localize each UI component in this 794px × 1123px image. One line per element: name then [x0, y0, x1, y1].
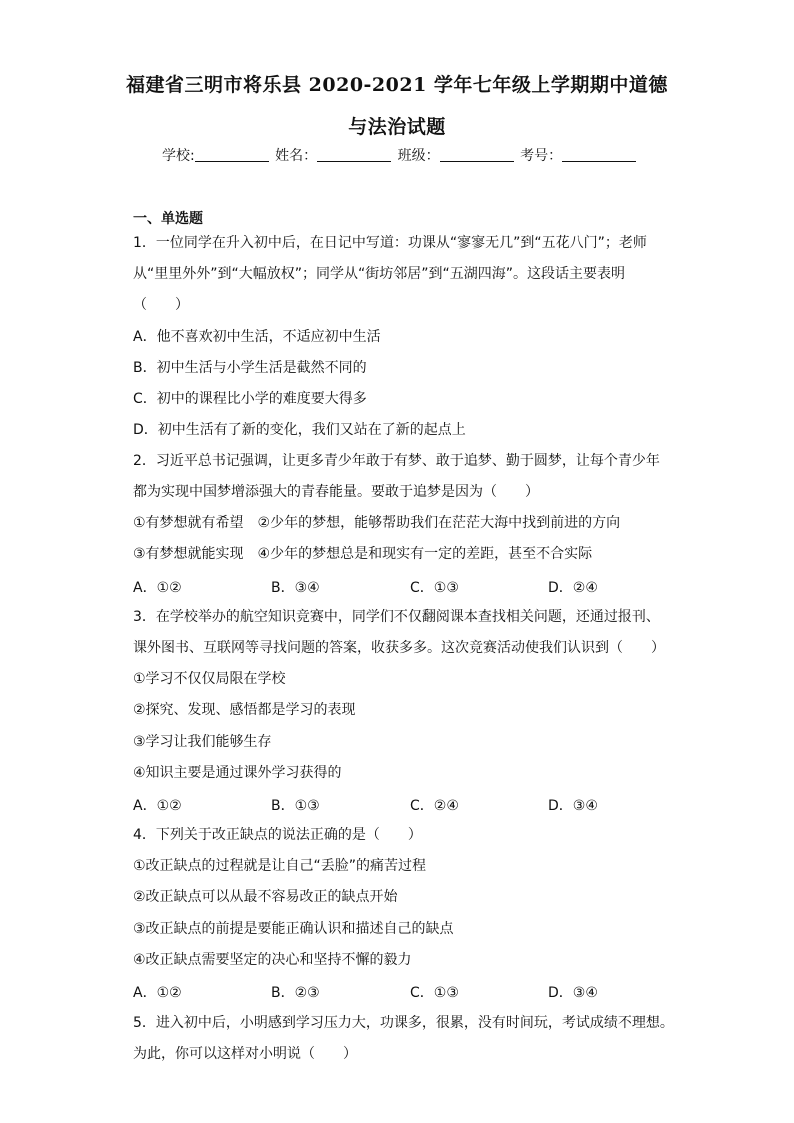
q3-option-b: B．①③ — [271, 798, 320, 814]
student-info-row — [162, 145, 638, 165]
school-blank[interactable] — [195, 147, 269, 162]
q5-stem-line1: 5．进入初中后，小明感到学习压力大，功课多，很累，没有时间玩，考试成绩不理想。 — [133, 1015, 674, 1031]
q4-statement-4: ④改正缺点需要坚定的决心和坚持不懈的毅力 — [133, 952, 412, 968]
q2-option-d: D．②④ — [548, 580, 598, 596]
q4-option-a: A．①② — [133, 985, 182, 1001]
q4-statement-3: ③改正缺点的前提是要能正确认识和描述自己的缺点 — [133, 921, 454, 937]
q3-option-c: C．②④ — [410, 798, 459, 814]
q1-option-c: C．初中的课程比小学的难度要大得多 — [133, 391, 367, 407]
q2-option-c: C．①③ — [410, 580, 459, 596]
exam-title-line1: 福建省三明市将乐县 2020-2021 学年七年级上学期期中道德 — [126, 74, 668, 96]
q1-stem-line1: 1．一位同学在升入初中后，在日记中写道：功课从“寥寥无几”到“五花八门”；老师 — [133, 235, 647, 251]
q4-option-d: D．③④ — [548, 985, 598, 1001]
school-label: 学校: — [162, 148, 195, 164]
q1-option-a: A．他不喜欢初中生活，不适应初中生活 — [133, 329, 381, 345]
class-label: 班级： — [397, 148, 440, 164]
q3-statement-1: ①学习不仅仅局限在学校 — [133, 671, 286, 687]
q3-statement-2: ②探究、发现、感悟都是学习的表现 — [133, 702, 356, 718]
section-heading: 一、单选题 — [133, 211, 203, 227]
q3-statement-4: ④知识主要是通过课外学习获得的 — [133, 765, 342, 781]
q3-stem-line1: 3．在学校举办的航空知识竞赛中，同学们不仅翻阅课本查找相关问题，还通过报刊、 — [133, 609, 660, 625]
q3-option-d: D．③④ — [548, 798, 598, 814]
q5-stem-line2: 为此，你可以这样对小明说（ ） — [133, 1046, 357, 1062]
q1-stem-line2: 从“里里外外”到“大幅放权”；同学从“街坊邻居”到“五湖四海”。这段话主要表明 — [133, 266, 626, 282]
q3-statement-3: ③学习让我们能够生存 — [133, 734, 272, 750]
q4-option-c: C．①③ — [410, 985, 459, 1001]
q2-statement-1: ①有梦想就有希望 ②少年的梦想，能够帮助我们在茫茫大海中找到前进的方向 — [133, 515, 621, 531]
q2-option-b: B．③④ — [271, 580, 320, 596]
q2-option-a: A．①② — [133, 580, 182, 596]
number-label: 考号： — [520, 148, 563, 164]
name-blank[interactable] — [317, 147, 391, 162]
q4-option-b: B．②③ — [271, 985, 320, 1001]
q4-statement-2: ②改正缺点可以从最不容易改正的缺点开始 — [133, 889, 398, 905]
q1-option-b: B．初中生活与小学生活是截然不同的 — [133, 360, 367, 376]
q4-statement-1: ①改正缺点的过程就是让自己“丢脸”的痛苦过程 — [133, 858, 427, 874]
exam-title-line2: 与法治试题 — [348, 116, 446, 138]
q2-statement-2: ③有梦想就能实现 ④少年的梦想总是和现实有一定的差距，甚至不合实际 — [133, 546, 593, 562]
q4-stem-line1: 4．下列关于改正缺点的说法正确的是（ ） — [133, 827, 422, 843]
class-blank[interactable] — [440, 147, 514, 162]
q1-stem-line3: （ ） — [133, 297, 189, 313]
number-blank[interactable] — [562, 147, 636, 162]
q2-stem-line2: 都为实现中国梦增添强大的青春能量。要敢于追梦是因为（ ） — [133, 484, 539, 500]
q3-option-a: A．①② — [133, 798, 182, 814]
q2-stem-line1: 2．习近平总书记强调，让更多青少年敢于有梦、敢于追梦、勤于圆梦，让每个青少年 — [133, 453, 660, 469]
q1-option-d: D．初中生活有了新的变化，我们又站在了新的起点上 — [133, 422, 466, 438]
name-label: 姓名： — [275, 148, 318, 164]
q3-stem-line2: 课外图书、互联网等寻找问题的答案，收获多多。这次竞赛活动使我们认识到（ ） — [133, 640, 665, 656]
